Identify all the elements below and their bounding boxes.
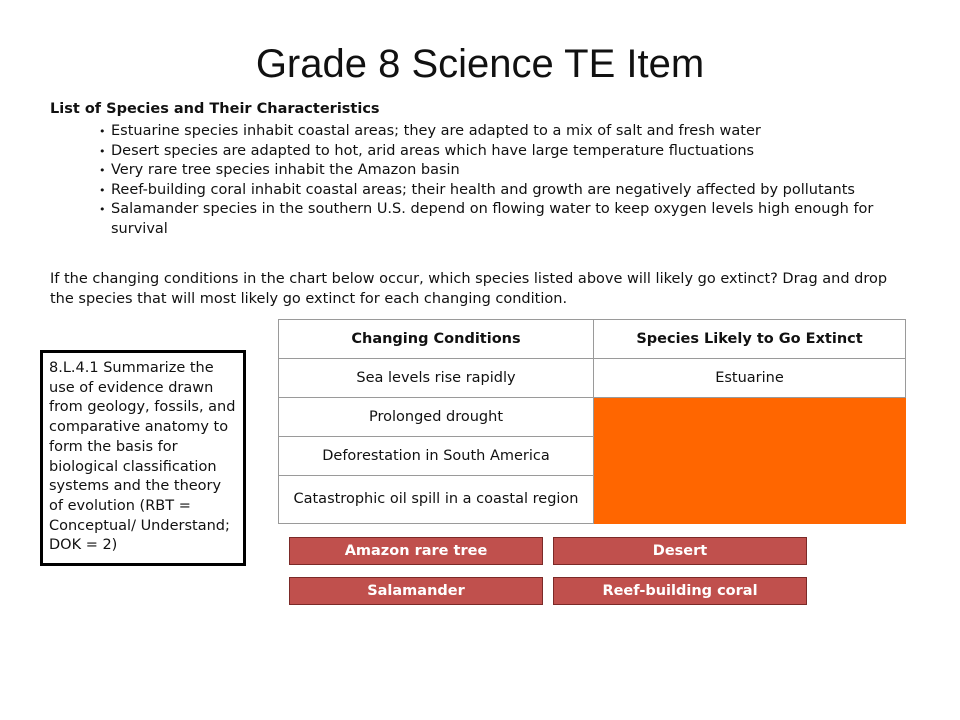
answer-cell[interactable]: Estuarine (594, 359, 906, 398)
table-row (279, 359, 906, 398)
drop-zone[interactable] (594, 476, 906, 524)
species-item-desert: • Desert species are adapted to hot, arid areas which have large temperature fluctuations (99, 142, 899, 162)
condition-cell: Deforestation in South America (279, 437, 594, 476)
standard-description-box: 8.L.4.1 Summarize the use of evidence drawn from geology, fossils, and comparative anatomy to form the basis for biological classification systems and the theory of evolution (RBT = Conceptual/ Understand; DOK = 2) (40, 350, 246, 566)
species-item-amazon-tree: • Very rare tree species inhabit the Amazon basin (99, 161, 899, 181)
drop-zone[interactable] (594, 398, 906, 437)
species-list-heading: List of Species and Their Characteristics (50, 101, 380, 117)
species-item-reef-coral: • Reef-building coral inhabit coastal areas; their health and growth are negatively affected by pollutants (99, 181, 899, 201)
conditions-table (278, 319, 906, 524)
condition-cell: Catastrophic oil spill in a coastal region (279, 476, 594, 524)
choice-chip-reef-building-coral[interactable]: Reef-building coral (553, 577, 807, 605)
header-changing-conditions: Changing Conditions (279, 320, 594, 359)
species-list (99, 122, 899, 239)
choice-chip-salamander[interactable]: Salamander (289, 577, 543, 605)
drop-zone[interactable] (594, 437, 906, 476)
species-item-salamander: • Salamander species in the southern U.S. depend on flowing water to keep oxygen levels high enough for survival (99, 200, 899, 239)
table-row (279, 398, 906, 437)
choice-chip-amazon-rare-tree[interactable]: Amazon rare tree (289, 537, 543, 565)
table-row (279, 437, 906, 476)
condition-cell: Prolonged drought (279, 398, 594, 437)
condition-cell: Sea levels rise rapidly (279, 359, 594, 398)
table-header-row (279, 320, 906, 359)
header-species-extinct: Species Likely to Go Extinct (594, 320, 906, 359)
choice-chip-desert[interactable]: Desert (553, 537, 807, 565)
table-row (279, 476, 906, 524)
species-item-estuarine: • Estuarine species inhabit coastal areas; they are adapted to a mix of salt and fresh water (99, 122, 899, 142)
question-prompt: If the changing conditions in the chart below occur, which species listed above will likely go extinct? Drag and drop the species that will most likely go extinct for each changing condition. (50, 271, 888, 307)
page-title: Grade 8 Science TE Item (255, 42, 705, 86)
